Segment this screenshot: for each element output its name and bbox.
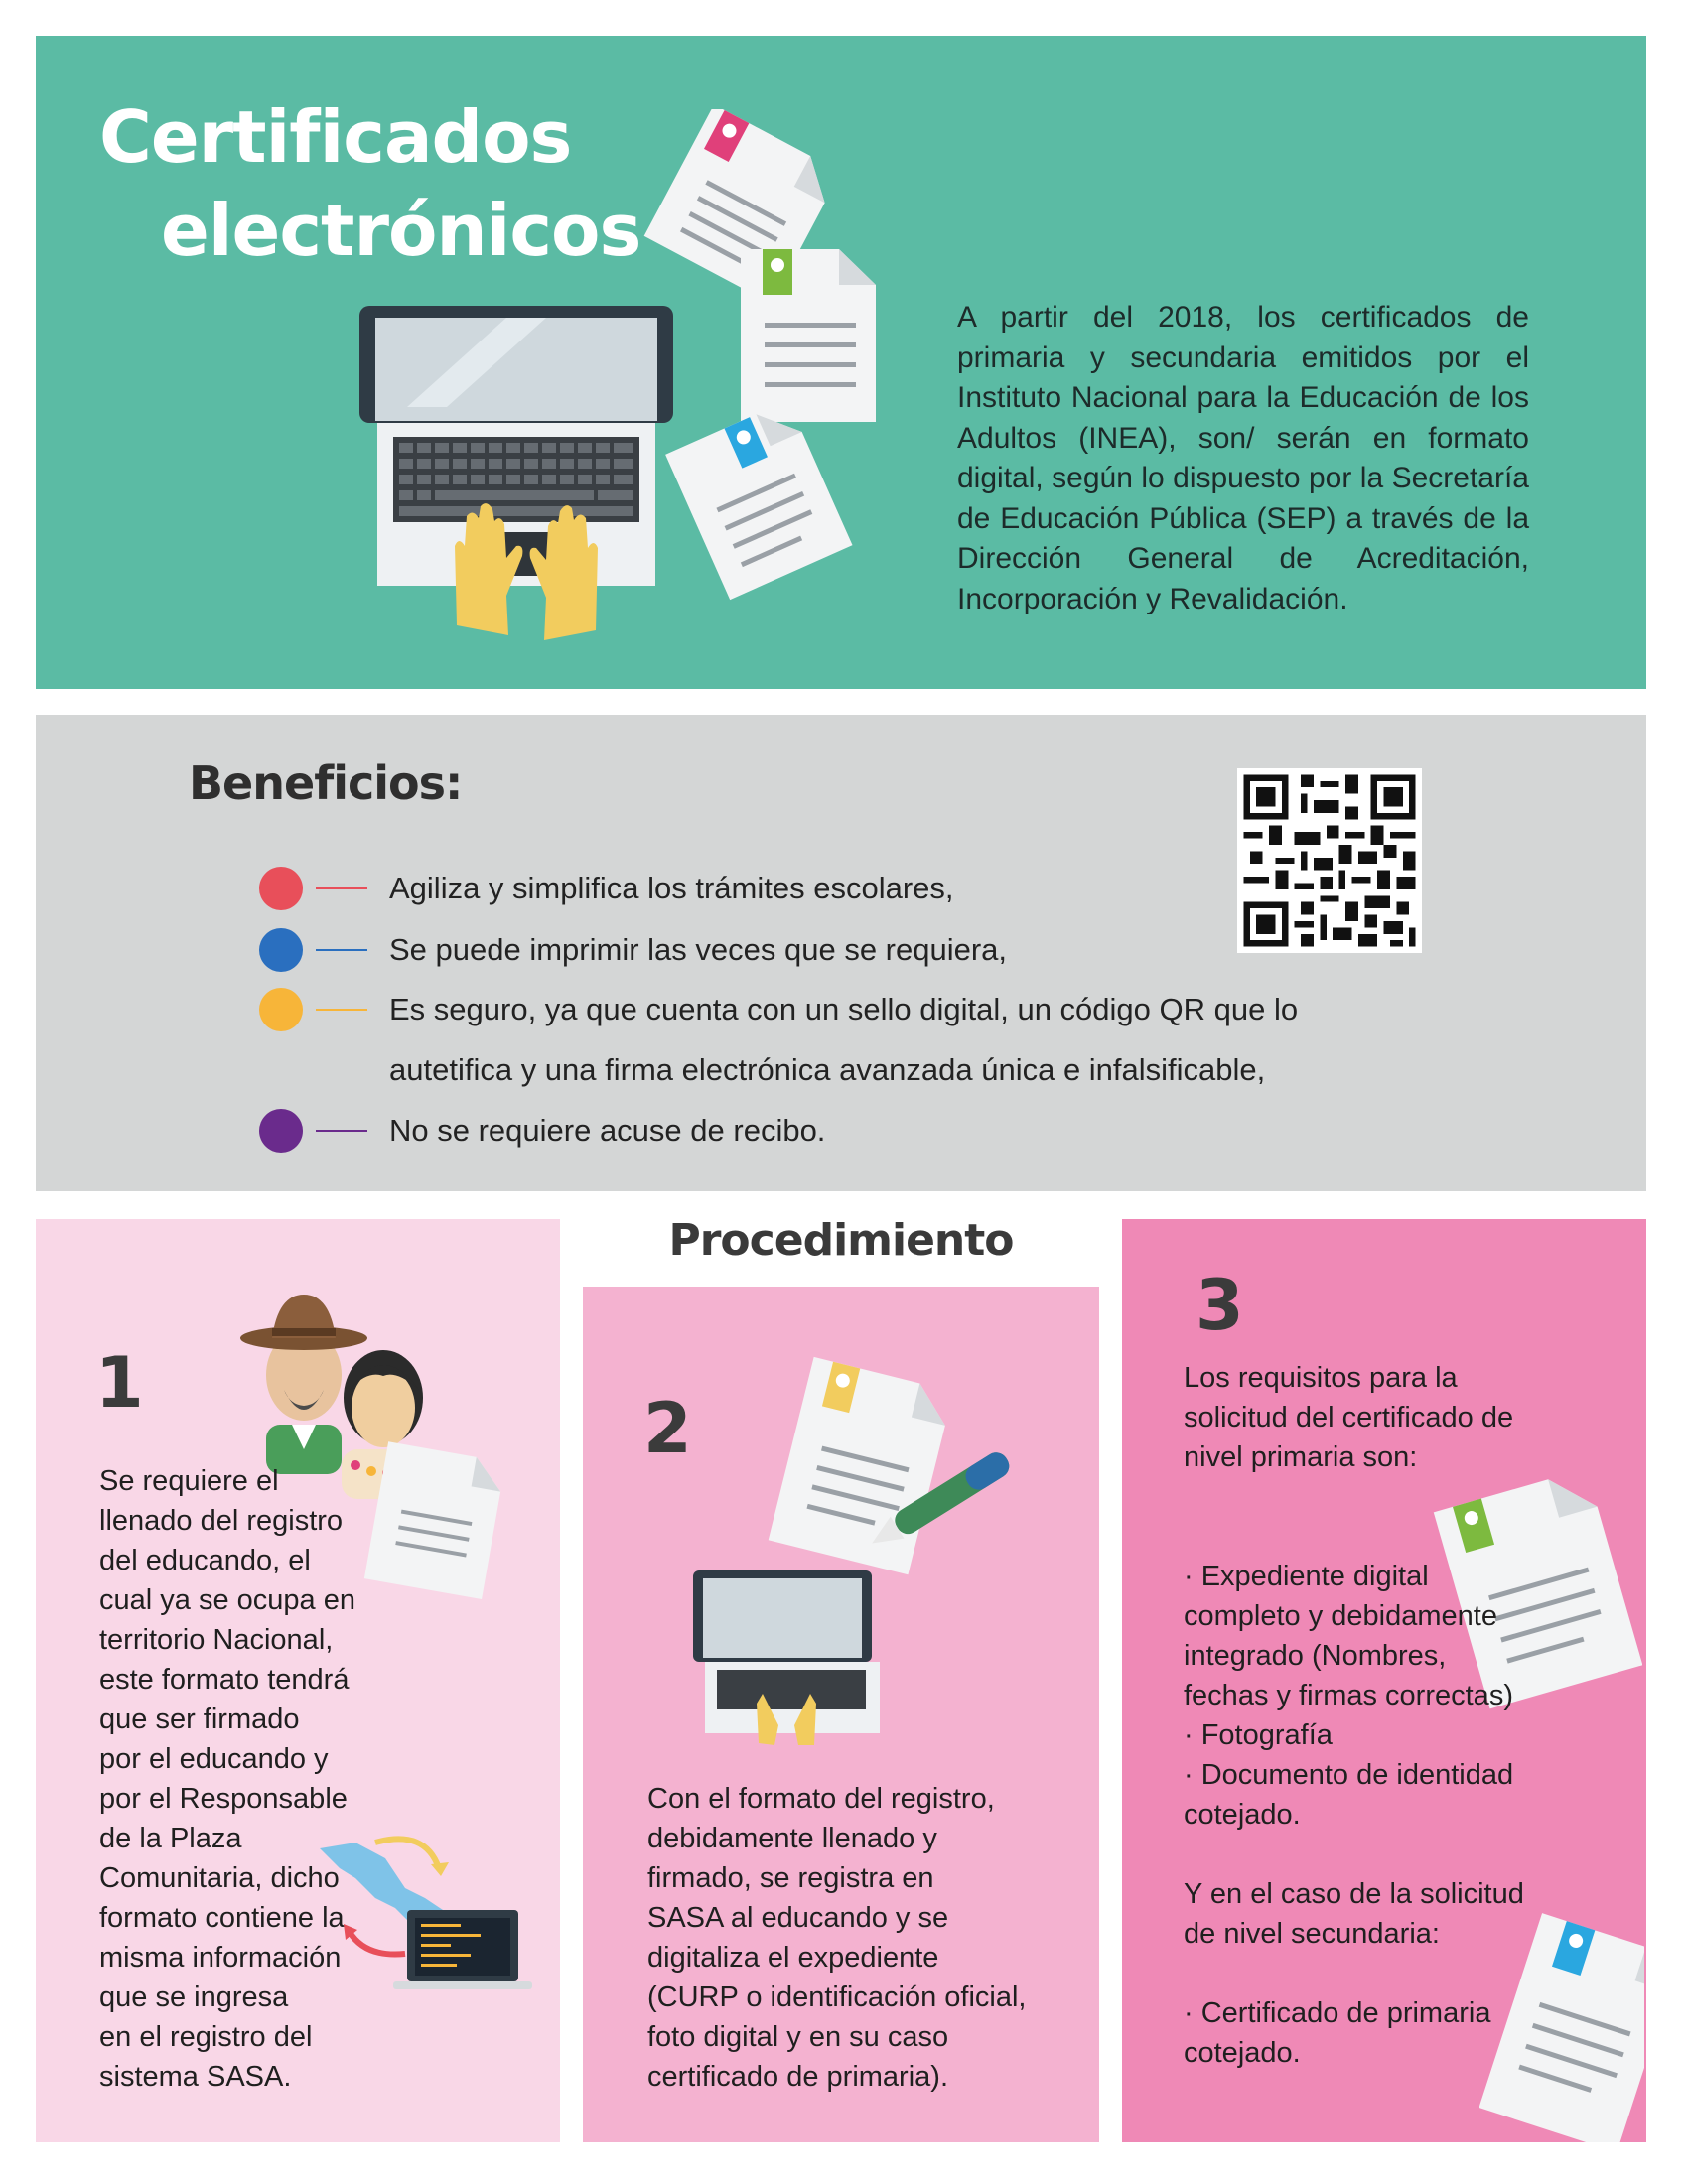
step-1-number: 1 (95, 1342, 144, 1424)
document-blue-icon (655, 392, 854, 601)
benefit-connector (316, 887, 367, 889)
page-title-line1: Certificados (99, 95, 572, 179)
benefit-connector (316, 949, 367, 951)
benefit-dot-yellow (259, 988, 303, 1031)
benefit-connector (316, 1130, 367, 1132)
step-3-primary-requirements: · Expediente digital completo y debidamente integrado (Nombres, fechas y firmas correctas) · Fotografía · Documento de identidad cotejado. (1184, 1561, 1514, 1831)
step-1-text: Se requiere el llenado del registro del educando, el cual ya se ocupa en territorio Nacional, este formato tendrá que ser firmado por el educando y por el Responsable de la Plaza Comunitaria, dicho formato contiene la misma información que se ingresa en el registro del sistema SASA. (99, 1465, 355, 2093)
step-3-secondary-requirements: · Certificado de primaria cotejado. (1184, 1997, 1491, 2069)
step-3-secondary-intro: Y en el caso de la solicitud de nivel secundaria: (1184, 1878, 1524, 1950)
benefit-connector (316, 1009, 367, 1011)
step-2-number: 2 (643, 1388, 692, 1469)
procedure-title: Procedimiento (668, 1215, 1014, 1266)
benefit-item-3-line1: Es seguro, ya que cuenta con un sello digital, un código QR que lo (389, 992, 1299, 1026)
benefit-item-3-line2: autetifica y una firma electrónica avanzada única e infalsificable, (389, 1052, 1266, 1087)
qr-code-icon (1237, 768, 1422, 953)
step-3-intro: Los requisitos para la solicitud del certificado de nivel primaria son: (1184, 1362, 1514, 1473)
document-blue-icon (1479, 1906, 1644, 2142)
intro-paragraph: A partir del 2018, los certificados de primaria y secundaria emitidos por el Instituto Nacional para la Educación de los Adultos (INEA), son/ serán en formato digital, según lo dispuesto por la Secretaría de Educación Pública (SEP) a través de la Dirección General de Acreditación, Incorporación y Revalidación. (957, 301, 1529, 615)
benefit-dot-purple (259, 1109, 303, 1153)
mexico-map-laptop-icon (316, 1829, 544, 2007)
step-2-text: Con el formato del registro, debidamente llenado y firmado, se registra en SASA al educando y se digitaliza el expediente (CURP o identificación oficial, foto digital y en su caso certificado de primaria). (647, 1783, 1027, 2093)
benefit-item-2: Se puede imprimir las veces que se requiera, (389, 932, 1008, 967)
benefit-item-4: No se requiere acuse de recibo. (389, 1113, 826, 1148)
laptop-illustration (348, 298, 685, 645)
benefit-dot-red (259, 867, 303, 910)
benefit-item-1: Agiliza y simplifica los trámites escolares, (389, 871, 954, 905)
benefit-dot-blue (259, 928, 303, 972)
benefits-title: Beneficios: (189, 756, 463, 810)
page-title-line2: electrónicos (161, 189, 641, 272)
laptop-document-pen-icon (689, 1356, 1056, 1745)
step-3-number: 3 (1196, 1265, 1244, 1346)
